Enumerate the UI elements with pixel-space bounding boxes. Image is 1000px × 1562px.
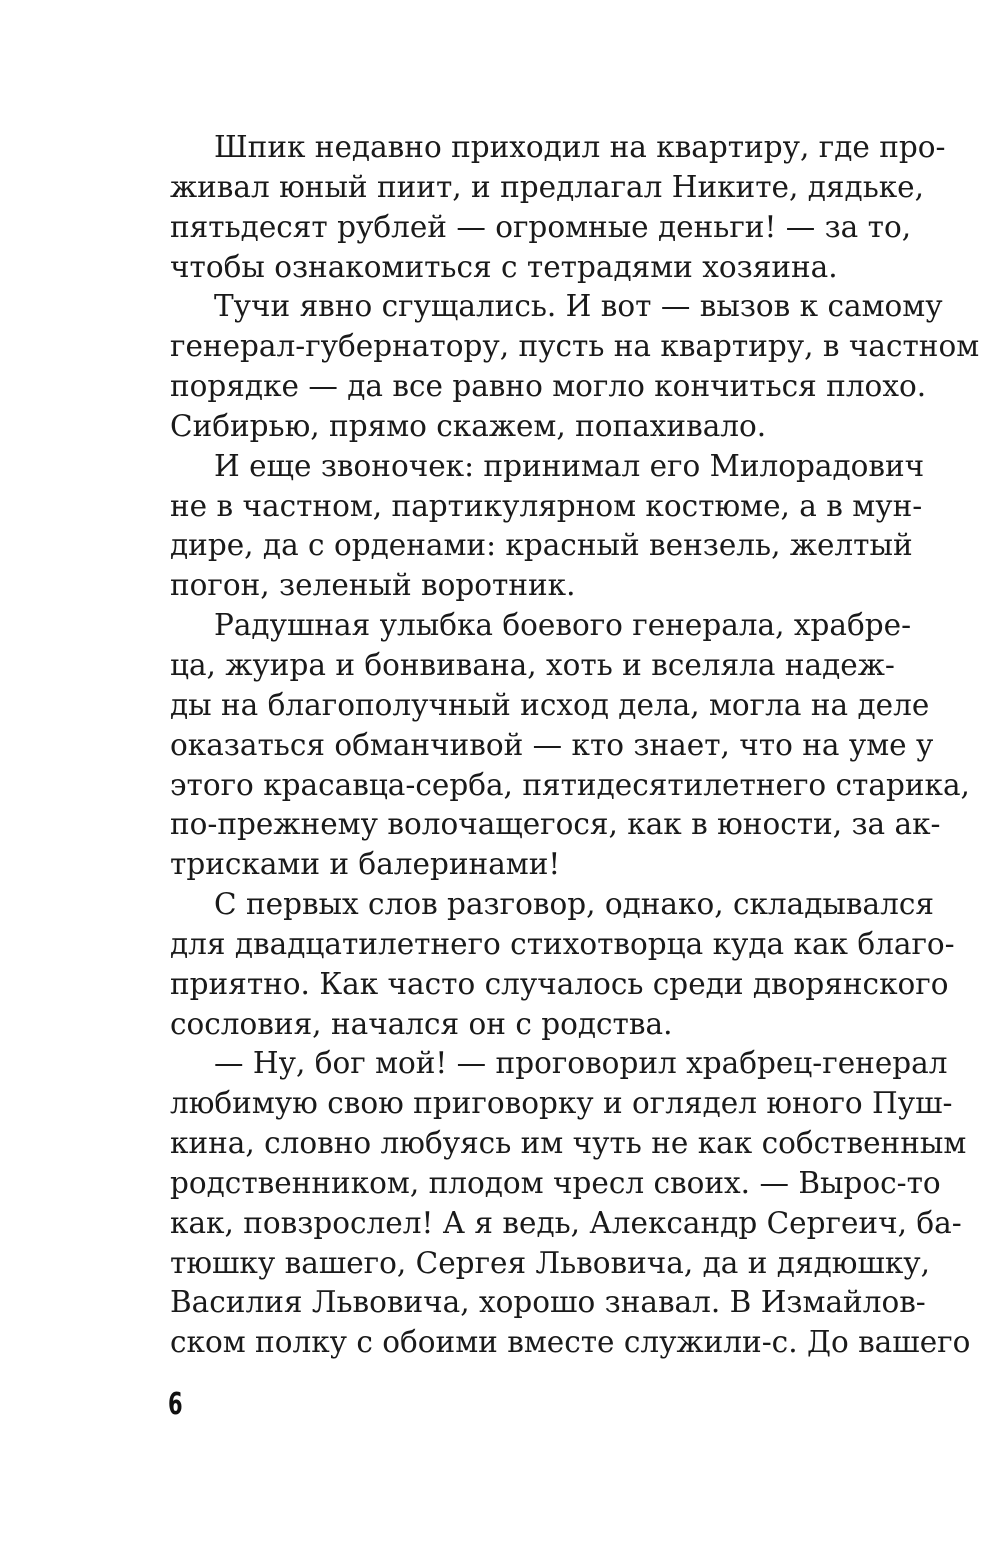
paragraph-6 [170,1044,971,1363]
text-line: оказаться обманчивой — кто знает, что на уме у [170,727,934,762]
text-line: живал юный пиит, и предлагал Никите, дядьке, [170,169,925,204]
text-line: ском полку с обоими вместе служили-с. До вашего [170,1325,971,1360]
page-number: 6 [168,1387,183,1422]
text-line: кина, словно любуясь им чуть не как собственным [170,1126,967,1161]
paragraph-1 [170,128,946,287]
text-line: — Ну, бог мой! — проговорил храбрец-генерал [214,1046,948,1081]
text-line: Шпик недавно приходил на квартиру, где про- [214,130,946,164]
text-line: дире, да с орденами: красный вензель, желтый [170,528,913,563]
text-line: не в частном, партикулярном костюме, а в мун- [170,488,923,523]
text-line: Тучи явно сгущались. И вот — вызов к самому [214,289,943,324]
text-line: родственником, плодом чресл своих. — Вырос-то [170,1165,941,1200]
text-line: сословия, начался он с родства. [170,1006,673,1041]
text-line: пятьдесят рублей — огромные деньги! — за то, [170,209,912,244]
text-line: погон, зеленый воротник. [170,568,576,603]
text-line: чтобы ознакомиться с тетрадями хозяина. [170,249,838,284]
text-line: Радушная улыбка боевого генерала, храбре- [214,608,912,643]
text-line: порядке — да все равно могло кончиться плохо. [170,369,927,404]
text-line: ца, жуира и бонвивана, хоть и вселяла надеж- [170,647,895,682]
text-line: любимую свою приговорку и оглядел юного Пуш- [170,1086,953,1121]
text-line: Василия Львовича, хорошо знавал. В Измайлов- [170,1285,926,1320]
text-line: трисками и балеринами! [170,847,561,882]
text-line: генерал-губернатору, пусть на квартиру, в частном [170,329,980,364]
paragraph-4 [170,606,970,885]
text-line: по-прежнему волочащегося, как в юности, за ак- [170,807,941,842]
paragraph-3 [170,447,925,606]
text-line: Сибирью, прямо скажем, попахивало. [170,408,767,443]
text-line: С первых слов разговор, однако, складывался [214,887,934,922]
text-line: приятно. Как часто случалось среди дворянского [170,966,949,1001]
text-line: И еще звоночек: принимал его Милорадович [214,448,925,483]
body-text [170,128,980,1363]
text-line: для двадцатилетнего стихотворца куда как благо- [170,926,955,961]
text-line: этого красавца-серба, пятидесятилетнего старика, [170,767,970,802]
paragraph-5 [170,885,955,1044]
text-line: ды на благополучный исход дела, могла на деле [170,687,930,722]
text-line: тюшку вашего, Сергея Львовича, да и дядюшку, [170,1245,931,1280]
paragraph-2 [170,287,980,446]
text-line: как, повзрослел! А я ведь, Александр Сергеич, ба- [170,1205,962,1240]
